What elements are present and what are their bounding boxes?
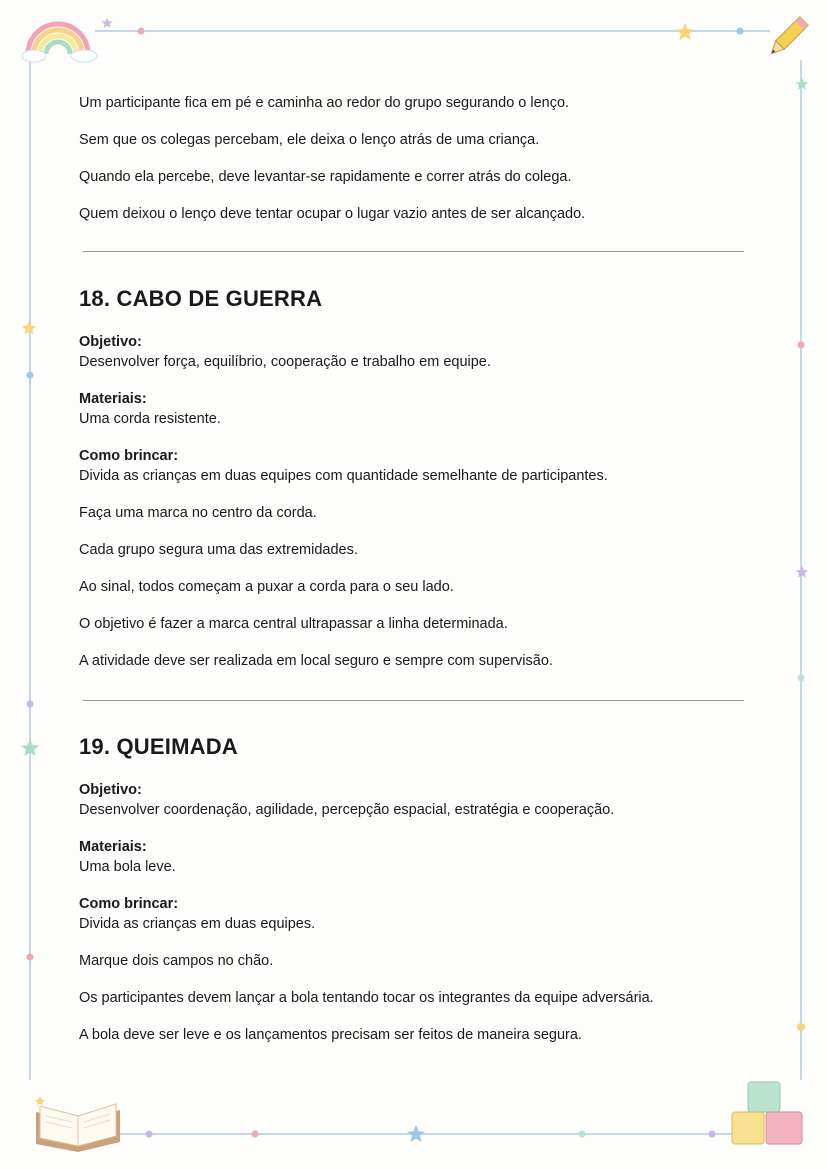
star-icon [20,738,40,758]
intro-line: Um participante fica em pé e caminha ao redor do grupo segurando o lenço. [79,95,570,111]
star-icon [795,565,809,579]
intro-line: Quando ela percebe, deve levantar-se rapidamente e correr atrás do colega. [79,169,572,185]
intro-line: Sem que os colegas percebam, ele deixa o lenço atrás de uma criança. [79,132,540,148]
materials-label: Materiais: [79,839,147,855]
materials-text: Uma corda resistente. [79,411,221,427]
toy-blocks-icon [728,1078,810,1148]
star-icon [675,22,695,42]
objective-text: Desenvolver força, equilíbrio, cooperação e trabalho em equipe. [79,354,491,370]
materials-label: Materiais: [79,391,147,407]
star-icon [101,17,113,29]
step-line: Divida as crianças em duas equipes com quantidade semelhante de participantes. [79,468,608,484]
objective-label: Objetivo: [79,334,142,350]
section-title: 19. QUEIMADA [79,734,238,759]
step-line: O objetivo é fazer a marca central ultrapassar a linha determinada. [79,616,508,632]
step-line: A bola deve ser leve e os lançamentos precisam ser feitos de maneira segura. [79,1027,582,1043]
section-divider [83,700,744,701]
pencil-icon [762,12,812,64]
star-icon [406,1124,426,1144]
step-line: A atividade deve ser realizada em local seguro e sempre com supervisão. [79,653,553,669]
star-icon [795,77,809,91]
section-title: 18. CABO DE GUERRA [79,286,323,311]
objective-text: Desenvolver coordenação, agilidade, percepção espacial, estratégia e cooperação. [79,802,615,818]
intro-line: Quem deixou o lenço deve tentar ocupar o lugar vazio antes de ser alcançado. [79,206,586,222]
section-divider [83,251,744,252]
step-line: Faça uma marca no centro da corda. [79,505,317,521]
step-line: Divida as crianças em duas equipes. [79,916,316,932]
objective-label: Objetivo: [79,782,142,798]
step-line: Os participantes devem lançar a bola tentando tocar os integrantes da equipe adversária. [79,990,654,1006]
howto-label: Como brincar: [79,896,179,912]
step-line: Marque dois campos no chão. [79,953,274,969]
materials-text: Uma bola leve. [79,859,176,875]
howto-label: Como brincar: [79,448,179,464]
open-book-icon [28,1090,128,1156]
step-line: Cada grupo segura uma das extremidades. [79,542,358,558]
star-icon [21,320,37,336]
rainbow-icon [20,12,100,64]
step-line: Ao sinal, todos começam a puxar a corda para o seu lado. [79,579,454,595]
